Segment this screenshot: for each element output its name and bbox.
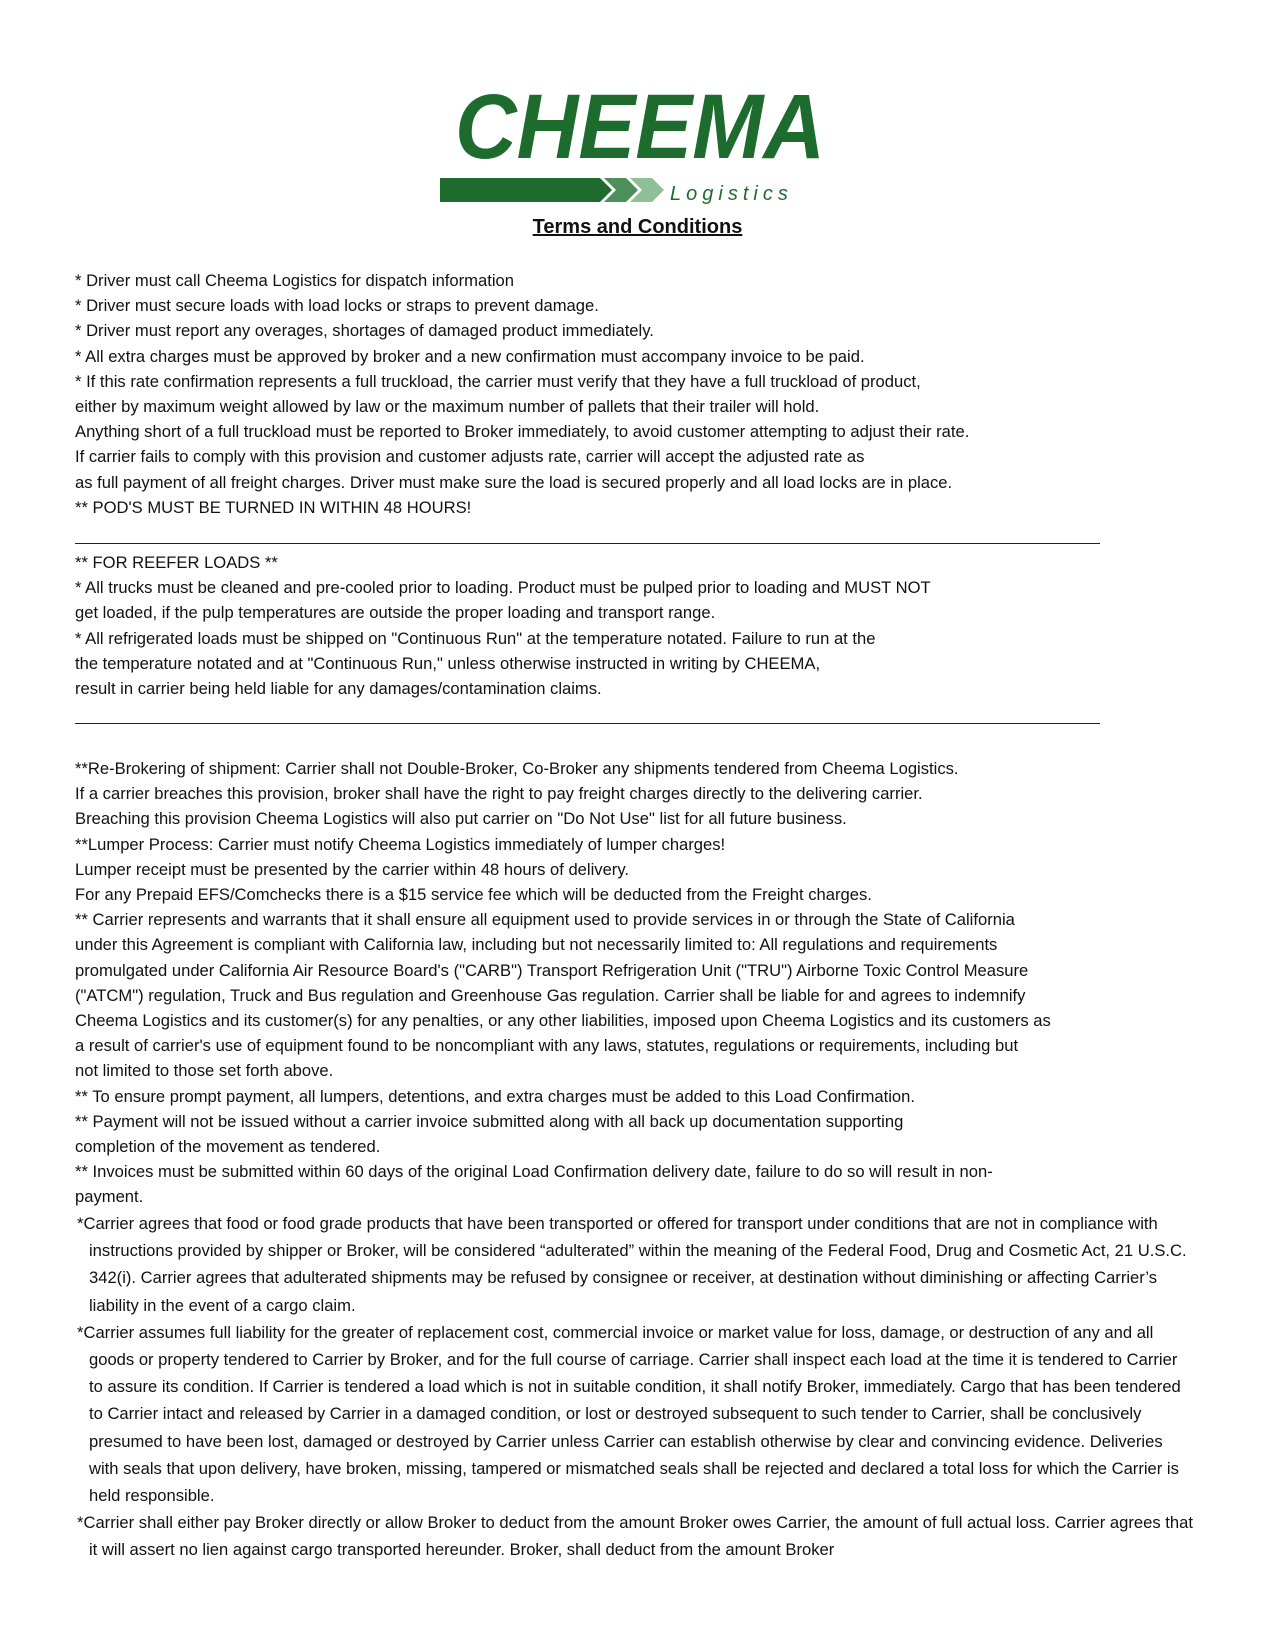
term-line: completion of the movement as tendered. — [75, 1137, 381, 1157]
liability-paragraph: *Carrier shall either pay Broker directly or allow Broker to deduct from the amount Broker owes Carrier, the amount of full actual loss. Carrier agrees that it will assert no lien against cargo transported hereunder. Broker, shall deduct from the amount Broker — [77, 1513, 1193, 1560]
liability-paragraph: *Carrier agrees that food or food grade products that have been transported or offered for transport under conditions that are not in compliance with instructions provided by shipper or Broker, will be considered “adulterated” within the meaning of the Federal Food, Drug and Cosmetic Act, 21 U.S.C. 342(i). Carrier agrees that adulterated shipments may be refused by consignee or receiver, at destination without diminishing or affecting Carrier’s liability in the event of a cargo claim. — [77, 1214, 1187, 1315]
term-line: under this Agreement is compliant with California law, including but not necessarily limited to: All regulations and requirements — [75, 935, 998, 955]
term-line: either by maximum weight allowed by law or the maximum number of pallets that their trailer will hold. — [75, 397, 820, 417]
term-line: * If this rate confirmation represents a full truckload, the carrier must verify that they have a full truckload of product, — [75, 371, 921, 391]
term-line: ** Invoices must be submitted within 60 days of the original Load Confirmation delivery date, failure to do so will result in non- — [75, 1162, 993, 1182]
term-line: For any Prepaid EFS/Comchecks there is a $15 service fee which will be deducted from the Freight charges. — [75, 885, 872, 905]
term-line: If a carrier breaches this provision, broker shall have the right to pay freight charges directly to the delivering carrier. — [75, 784, 923, 804]
term-line: payment. — [75, 1187, 144, 1207]
term-line: ** POD'S MUST BE TURNED IN WITHIN 48 HOURS! — [75, 497, 472, 517]
page-title: Terms and Conditions — [532, 216, 743, 238]
brokering-terms — [75, 756, 1200, 1210]
term-line: Breaching this provision Cheema Logistics will also put carrier on "Do Not Use" list for all future business. — [75, 809, 847, 829]
reefer-terms — [75, 550, 931, 701]
term-line: not limited to those set forth above. — [75, 1061, 334, 1081]
term-line: the temperature notated and at "Continuous Run," unless otherwise instructed in writing by CHEEMA, — [75, 653, 821, 673]
logo-arrows — [578, 178, 664, 202]
term-line: ** Carrier represents and warrants that it shall ensure all equipment used to provide services in or through the State of California — [75, 910, 1015, 930]
term-line: Anything short of a full truckload must be reported to Broker immediately, to avoid customer attempting to adjust their rate. — [75, 422, 970, 442]
term-line: result in carrier being held liable for any damages/contamination claims. — [75, 679, 602, 699]
term-line: ** FOR REEFER LOADS ** — [75, 553, 278, 572]
term-line: * Driver must secure loads with load locks or straps to prevent damage. — [75, 296, 599, 316]
term-line: get loaded, if the pulp temperatures are outside the proper loading and transport range. — [75, 603, 716, 623]
logo-tagline: Logistics — [670, 183, 793, 205]
liability-terms — [75, 1210, 1195, 1564]
cheema-logistics-logo — [440, 72, 840, 212]
liability-paragraph: *Carrier assumes full liability for the greater of replacement cost, commercial invoice or market value for loss, damage, or destruction of any and all goods or property tendered to Carrier by Broker, and for the full course of carriage. Carrier shall inspect each load at the time it is tendered to Carrier to assure its condition. If Carrier is tendered a load which is not in suitable condition, it shall notify Broker, immediately. Cargo that has been tendered to Carrier intact and released by Carrier in a damaged condition, or lost or destroyed subsequent to such tender to Carrier, shall be conclusively presumed to have been lost, damaged or destroyed by Carrier unless Carrier can establish otherwise by clear and convincing evidence. Deliveries with seals that upon delivery, have broken, missing, tampered or mismatched seals shall be rejected and declared a total loss for which the Carrier is held responsible. — [77, 1322, 1181, 1506]
term-line: ** Payment will not be issued without a carrier invoice submitted along with all back up documentation supporting — [75, 1111, 904, 1131]
logo-wordmark: CHEEMA — [455, 76, 825, 178]
term-line: * Driver must call Cheema Logistics for dispatch information — [75, 271, 514, 290]
term-line: promulgated under California Air Resource Board's ("CARB") Transport Refrigeration Unit ("TRU") Airborne Toxic Control Measure — [75, 960, 1029, 980]
logo-bar — [440, 178, 592, 202]
term-line: as full payment of all freight charges. Driver must make sure the load is secured properly and all load locks are in place. — [75, 472, 953, 492]
section-divider — [75, 723, 1100, 724]
term-line: a result of carrier's use of equipment found to be noncompliant with any laws, statutes, regulations or requirements, including but — [75, 1036, 1019, 1056]
term-line: Lumper receipt must be presented by the carrier within 48 hours of delivery. — [75, 859, 630, 879]
term-line: * Driver must report any overages, shortages of damaged product immediately. — [75, 321, 654, 341]
term-line: ** To ensure prompt payment, all lumpers, detentions, and extra charges must be added to this Load Confirmation. — [75, 1086, 915, 1106]
term-line: * All extra charges must be approved by broker and a new confirmation must accompany invoice to be paid. — [75, 346, 865, 366]
term-line: **Lumper Process: Carrier must notify Cheema Logistics immediately of lumper charges! — [75, 834, 726, 854]
term-line: If carrier fails to comply with this provision and customer adjusts rate, carrier will accept the adjusted rate as — [75, 447, 865, 467]
term-line: * All refrigerated loads must be shipped on "Continuous Run" at the temperature notated. Failure to run at the — [75, 628, 876, 648]
section-divider — [75, 543, 1100, 544]
term-line: Cheema Logistics and its customer(s) for any penalties, or any other liabilities, imposed upon Cheema Logistics and its customers as — [75, 1011, 1051, 1031]
general-terms — [75, 268, 969, 520]
term-line: * All trucks must be cleaned and pre-cooled prior to loading. Product must be pulped prior to loading and MUST NOT — [75, 578, 931, 598]
term-line: ("ATCM") regulation, Truck and Bus regulation and Greenhouse Gas regulation. Carrier shall be liable for and agrees to indemnify — [75, 985, 1026, 1005]
term-line: **Re-Brokering of shipment: Carrier shall not Double-Broker, Co-Broker any shipments tendered from Cheema Logistics. — [75, 759, 959, 778]
